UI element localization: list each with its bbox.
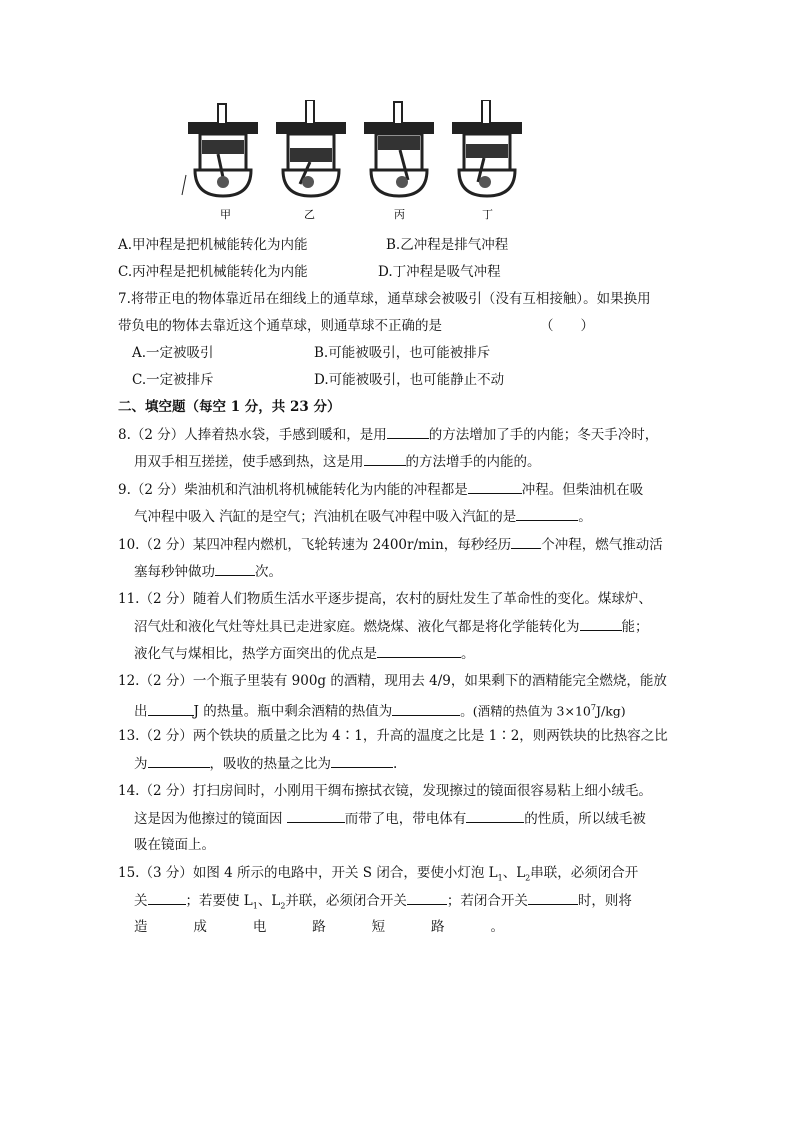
q12-text-2a: 出 bbox=[134, 703, 148, 720]
q8-text-1a: 8.（2 分）人捧着热水袋，手感到暖和，是用 bbox=[118, 427, 387, 443]
q8-blank-2[interactable] bbox=[364, 451, 406, 466]
q15-sub-2: 2 bbox=[525, 873, 531, 883]
q12-text-2d: J/kg) bbox=[595, 703, 626, 719]
q15-text-2d: 并联，必须闭合开关 bbox=[285, 893, 407, 909]
q13-text-2a: 为 bbox=[134, 756, 148, 772]
q7-option-c: C.一定被排斥 bbox=[132, 372, 214, 388]
q13-line-2 bbox=[134, 753, 397, 774]
q12-exponent: 7 bbox=[590, 703, 596, 712]
q6-option-a: A.甲冲程是把机械能转化为内能 bbox=[118, 237, 308, 253]
q11-line-3 bbox=[134, 643, 475, 664]
q10-blank-2[interactable] bbox=[215, 561, 255, 576]
q7-answer-bracket: （ ） bbox=[540, 318, 594, 334]
figure-label-jia: 甲 bbox=[220, 208, 231, 221]
q13-blank-2[interactable] bbox=[331, 753, 393, 768]
q14-line-1: 14.（2 分）打扫房间时，小刚用干绸布擦拭衣镜，发现擦过的镜面很容易粘上细小绒毛。 bbox=[118, 783, 652, 799]
q11-text-2b: 能； bbox=[621, 619, 649, 635]
q15-text-1c: 串联，必须闭合开 bbox=[530, 865, 639, 881]
q12-line-2 bbox=[134, 698, 626, 722]
q13-line-1: 13.（2 分）两个铁块的质量之比为 4∶1，升高的温度之比是 1∶2，则两铁块的比热容之比 bbox=[118, 728, 668, 744]
q8-text-2b: 的方法增手的内能的。 bbox=[405, 454, 541, 470]
q13-text-2c: . bbox=[393, 756, 398, 772]
q11-text-2a: 沼气灶和液化气灶等灶具已走进家庭。燃烧煤、液化气都是将化学能转化为 bbox=[134, 619, 580, 635]
q12-text-2b: J 的热量。瓶中剩余酒精的热值为 bbox=[193, 703, 393, 720]
q15-line-1 bbox=[118, 863, 638, 889]
q15-char-6: 路 bbox=[431, 919, 445, 935]
q10-text-1b: 个冲程，燃气推动活 bbox=[541, 537, 663, 553]
q7-line-2: 带负电的物体去靠近这个通草球，则通草球不正确的是 bbox=[118, 318, 442, 334]
q6-option-b: B.乙冲程是排气冲程 bbox=[386, 237, 509, 253]
engine-diagram-ding bbox=[452, 100, 522, 196]
q9-text-2b: 。 bbox=[578, 509, 592, 525]
q15-char-4: 路 bbox=[312, 919, 326, 935]
q12-blank-2[interactable] bbox=[392, 701, 460, 716]
q14-blank-1[interactable] bbox=[287, 808, 345, 823]
q15-text-2c: 、L bbox=[257, 893, 281, 909]
q12-text-2c: 。(酒精的热值为 3×10 bbox=[460, 703, 591, 719]
q14-text-2b: 而带了电，带电体有 bbox=[344, 811, 467, 827]
q15-blank-2[interactable] bbox=[407, 890, 447, 905]
q14-blank-2[interactable] bbox=[466, 808, 524, 823]
q15-sub-4: 2 bbox=[280, 901, 286, 911]
q11-blank-1[interactable] bbox=[580, 616, 622, 631]
q9-text-2a: 气冲程中吸入 汽缸的是空气；汽油机在吸气冲程中吸入汽缸的是 bbox=[134, 509, 517, 525]
q15-text-2b: ；若要使 L bbox=[185, 893, 253, 909]
q9-text-1a: 9.（2 分）柴油机和汽油机将机械能转化为内能的冲程都是 bbox=[118, 482, 468, 498]
q11-line-2 bbox=[134, 616, 649, 637]
q6-option-c: C.丙冲程是把机械能转化为内能 bbox=[118, 264, 308, 280]
q11-text-3a: 液化气与煤相比，热学方面突出的优点是 bbox=[134, 646, 377, 662]
q11-blank-2[interactable] bbox=[377, 643, 461, 658]
q15-blank-3[interactable] bbox=[528, 890, 578, 905]
q15-text-2f: 时，则将 bbox=[577, 893, 632, 909]
q15-char-7: 。 bbox=[490, 919, 504, 935]
q8-text-2a: 用双手相互搓搓，使手感到热，这是用 bbox=[134, 454, 364, 470]
figure-label-yi: 乙 bbox=[304, 208, 315, 221]
q8-line-1 bbox=[118, 424, 658, 445]
engine-diagram-bing bbox=[364, 102, 434, 196]
q14-text-2a: 这是因为他擦过的镜面因 bbox=[134, 811, 287, 827]
q15-char-5: 短 bbox=[371, 919, 386, 935]
q8-text-1b: 的方法增加了手的内能；冬天手冷时， bbox=[428, 427, 659, 443]
q7-line-1: 7.将带正电的物体靠近吊在细线上的通草球，通草球会被吸引（没有互相接触）。如果换用 bbox=[118, 291, 651, 307]
q9-blank-1[interactable] bbox=[468, 479, 522, 494]
q15-text-2e: ；若闭合开关 bbox=[446, 893, 528, 909]
q8-line-2 bbox=[134, 451, 541, 472]
q15-char-3: 电 bbox=[252, 919, 267, 935]
q10-line-1 bbox=[118, 534, 663, 555]
q9-line-1 bbox=[118, 479, 643, 500]
engine-diagram-yi bbox=[276, 100, 346, 196]
q10-text-2b: 次。 bbox=[255, 564, 282, 580]
q15-char-1: 造 bbox=[134, 919, 148, 935]
q12-blank-1[interactable] bbox=[148, 701, 194, 716]
q15-line-2 bbox=[134, 890, 632, 917]
q15-line-3 bbox=[134, 917, 504, 937]
q9-line-2 bbox=[134, 506, 592, 527]
q7-option-a: A.一定被吸引 bbox=[132, 345, 214, 361]
engine-strokes-figure bbox=[180, 100, 530, 225]
q15-text-1b: 、L bbox=[502, 865, 526, 881]
q15-text-1a: 15.（3 分）如图 4 所示的电路中，开关 S 闭合，要使小灯泡 L bbox=[118, 865, 498, 881]
q15-char-2: 成 bbox=[193, 919, 207, 935]
q11-text-3b: 。 bbox=[461, 646, 475, 662]
q9-text-1b: 冲程。但柴油机在吸 bbox=[521, 482, 644, 498]
q10-blank-1[interactable] bbox=[511, 534, 541, 549]
engine-diagram-jia bbox=[182, 104, 258, 196]
q7-option-b: B.可能被吸引，也可能被排斥 bbox=[314, 345, 491, 361]
q15-text-2a: 关 bbox=[134, 893, 148, 909]
q14-line-3: 吸在镜面上。 bbox=[134, 837, 215, 853]
q9-blank-2[interactable] bbox=[516, 506, 578, 521]
q10-text-1a: 10.（2 分）某四冲程内燃机，飞轮转速为 2400r/min，每秒经历 bbox=[118, 537, 512, 553]
q6-option-d: D.丁冲程是吸气冲程 bbox=[378, 264, 501, 280]
q7-option-d: D.可能被吸引，也可能静止不动 bbox=[314, 372, 505, 388]
q15-blank-1[interactable] bbox=[148, 890, 186, 905]
q10-line-2 bbox=[134, 561, 282, 582]
q14-text-2c: 的性质，所以绒毛被 bbox=[524, 811, 646, 827]
q13-blank-1[interactable] bbox=[148, 753, 210, 768]
q8-blank-1[interactable] bbox=[387, 424, 429, 439]
figure-label-ding: 丁 bbox=[482, 208, 493, 221]
q15-sub-3: 1 bbox=[252, 901, 258, 911]
q15-sub-1: 1 bbox=[497, 873, 503, 883]
q10-text-2a: 塞每秒钟做功 bbox=[134, 564, 215, 580]
section-title-fill-blank: 二、填空题（每空 1 分，共 23 分） bbox=[118, 399, 341, 415]
q13-text-2b: ，吸收的热量之比为 bbox=[209, 756, 331, 772]
q12-line-1: 12.（2 分）一个瓶子里装有 900g 的酒精，现用去 4/9，如果剩下的酒精能完全燃烧，能放 bbox=[118, 673, 667, 689]
figure-label-bing: 丙 bbox=[394, 208, 405, 221]
q11-line-1: 11.（2 分）随着人们物质生活水平逐步提高，农村的厨灶发生了革命性的变化。煤球炉、 bbox=[118, 591, 652, 607]
q14-line-2 bbox=[134, 808, 646, 829]
